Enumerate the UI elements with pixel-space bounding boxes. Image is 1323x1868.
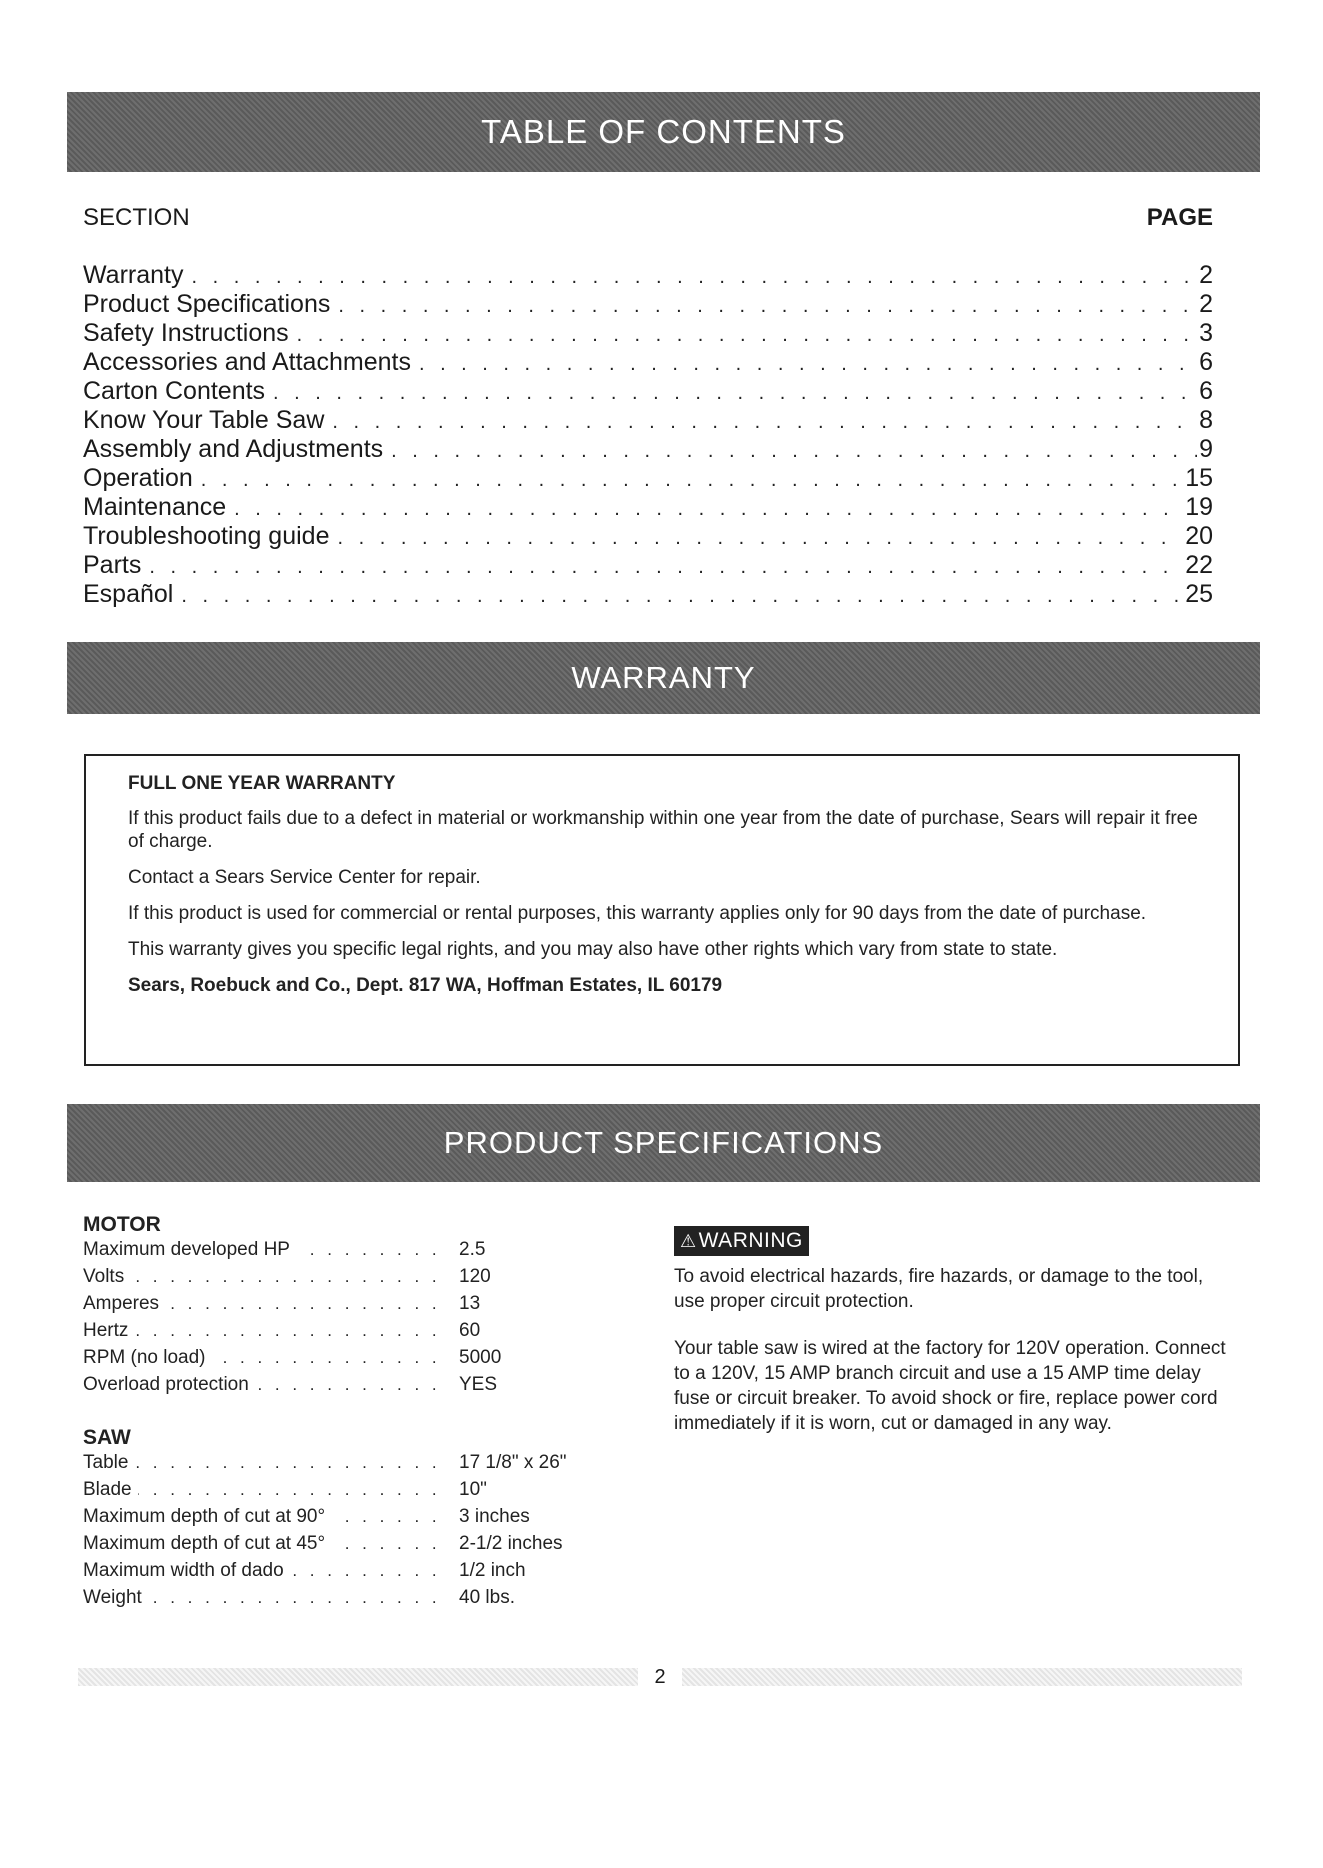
toc-entry[interactable] [83, 406, 1213, 435]
spec-label: Weight [83, 1584, 148, 1611]
toc-entry[interactable] [83, 493, 1213, 522]
spec-leader-dots [83, 1449, 448, 1476]
toc-leader-dots [273, 379, 1197, 408]
spec-label: RPM (no load) [83, 1344, 212, 1371]
specs-banner [67, 1104, 1260, 1182]
toc-entry-title: Carton Contents [83, 377, 266, 405]
spec-row [83, 1236, 623, 1263]
toc-entry-title: Safety Instructions [83, 319, 289, 347]
spec-value: 40 lbs. [459, 1587, 515, 1608]
toc-entry-page: 25 [1185, 580, 1213, 608]
spec-value: 2.5 [459, 1239, 486, 1260]
spec-label: Amperes [83, 1290, 165, 1317]
motor-group [83, 1213, 623, 1398]
spec-row [83, 1584, 623, 1611]
warranty-paragraph: If this product fails due to a defect in material or workmanship within one year from the date of purchase, Sears will repair it free of charge. [128, 808, 1198, 852]
spec-label: Maximum width of dado [83, 1557, 290, 1584]
toc-entry[interactable] [83, 319, 1213, 348]
toc-entry-page: 9 [1199, 435, 1213, 463]
spec-row [83, 1449, 623, 1476]
toc-entry-title: Troubleshooting guide [83, 522, 330, 550]
footer-band-left [78, 1668, 638, 1686]
specs-table [83, 1213, 623, 1611]
toc-leader-dots [297, 321, 1197, 350]
toc-entry-title: Operation [83, 464, 193, 492]
warning-paragraph: To avoid electrical hazards, fire hazards, or damage to the tool, use proper circuit protection. [674, 1266, 1204, 1312]
warranty-paragraph: This warranty gives you specific legal rights, and you may also have other rights which vary from state to state. [128, 939, 1058, 960]
toc-banner-title: TABLE OF CONTENTS [481, 113, 846, 150]
warranty-address: Sears, Roebuck and Co., Dept. 817 WA, Hoffman Estates, IL 60179 [128, 975, 723, 996]
toc-leader-dots [338, 292, 1197, 321]
warning-badge [674, 1226, 809, 1256]
saw-title: SAW [83, 1426, 131, 1449]
saw-group [83, 1426, 623, 1611]
toc-entry-title: Warranty [83, 261, 184, 289]
toc-leader-dots [391, 437, 1197, 466]
warranty-banner [67, 642, 1260, 714]
toc-entry-title: Assembly and Adjustments [83, 435, 384, 463]
toc-leader-dots [149, 553, 1183, 582]
toc-page-header: PAGE [1146, 204, 1213, 231]
warranty-paragraph: If this product is used for commercial or rental purposes, this warranty applies only for 90 days from the date of purchase. [128, 903, 1147, 924]
spec-row [83, 1503, 623, 1530]
toc-section-header: SECTION [83, 204, 190, 231]
spec-label: Overload protection [83, 1371, 255, 1398]
spec-value: YES [459, 1374, 498, 1395]
toc-leader-dots [191, 263, 1197, 292]
motor-title: MOTOR [83, 1213, 161, 1236]
toc-leader-dots [201, 466, 1183, 495]
toc-entry-page: 6 [1199, 377, 1213, 405]
toc-entry-title: Accessories and Attachments [83, 348, 411, 376]
warning-badge-label: WARNING [698, 1229, 803, 1252]
toc-entry-page: 2 [1199, 290, 1213, 318]
spec-value: 60 [459, 1320, 481, 1341]
spec-value: 13 [459, 1293, 481, 1314]
toc-entry-title: Español [83, 580, 174, 608]
toc-entry[interactable] [83, 261, 1213, 290]
spec-label: Maximum developed HP [83, 1236, 296, 1263]
toc-entry[interactable] [83, 580, 1213, 609]
toc-entry-page: 2 [1199, 261, 1213, 289]
toc-banner [67, 92, 1260, 172]
spec-row [83, 1557, 623, 1584]
specs-banner-title: PRODUCT SPECIFICATIONS [443, 1125, 884, 1160]
spec-value: 10" [459, 1479, 487, 1500]
toc-entry[interactable] [83, 435, 1213, 464]
warranty-title: FULL ONE YEAR WARRANTY [128, 773, 396, 794]
spec-leader-dots [83, 1476, 448, 1503]
page-number: 2 [654, 1666, 666, 1688]
toc-entry-page: 8 [1199, 406, 1213, 434]
spec-label: Maximum depth of cut at 90° [83, 1503, 331, 1530]
toc-leader-dots [234, 495, 1183, 524]
spec-value: 2-1/2 inches [459, 1533, 563, 1554]
toc-entry-title: Parts [83, 551, 142, 579]
spec-row [83, 1530, 623, 1557]
toc-list [83, 261, 1213, 609]
spec-label: Table [83, 1449, 134, 1476]
toc-entry-title: Know Your Table Saw [83, 406, 325, 434]
toc-leader-dots [181, 582, 1183, 611]
toc-entry[interactable] [83, 551, 1213, 580]
toc-entry-page: 19 [1185, 493, 1213, 521]
spec-row [83, 1317, 623, 1344]
warning-block [674, 1226, 1234, 1458]
warning-triangle-icon: ⚠ [680, 1231, 697, 1251]
spec-row [83, 1371, 623, 1398]
warranty-banner-title: WARRANTY [571, 660, 756, 695]
toc-entry[interactable] [83, 522, 1213, 551]
toc-entry[interactable] [83, 464, 1213, 493]
toc-leader-dots [332, 408, 1197, 437]
spec-row [83, 1263, 623, 1290]
spec-label: Maximum depth of cut at 45° [83, 1530, 331, 1557]
spec-value: 5000 [459, 1347, 502, 1368]
toc-entry-page: 22 [1185, 551, 1213, 579]
toc-entry-page: 6 [1199, 348, 1213, 376]
toc-entry-page: 15 [1185, 464, 1213, 492]
page-footer [78, 1662, 1242, 1692]
toc-entry-page: 20 [1185, 522, 1213, 550]
spec-leader-dots [83, 1263, 448, 1290]
spec-row [83, 1476, 623, 1503]
toc-entry[interactable] [83, 348, 1213, 377]
toc-leader-dots [419, 350, 1197, 379]
toc-entry-page: 3 [1199, 319, 1213, 347]
toc-entry[interactable] [83, 377, 1213, 406]
spec-row [83, 1290, 623, 1317]
spec-label: Hertz [83, 1317, 134, 1344]
spec-leader-dots [83, 1317, 448, 1344]
footer-band-right [682, 1668, 1242, 1686]
warranty-paragraph: Contact a Sears Service Center for repair. [128, 867, 481, 888]
spec-row [83, 1344, 623, 1371]
spec-label: Blade [83, 1476, 138, 1503]
toc-entry-title: Maintenance [83, 493, 227, 521]
spec-value: 120 [459, 1266, 491, 1287]
spec-value: 17 1/8" x 26" [459, 1452, 567, 1473]
spec-value: 3 inches [459, 1506, 530, 1527]
warning-paragraph: Your table saw is wired at the factory for 120V operation. Connect to a 120V, 15 AMP branch circuit and use a 15 AMP time delay fuse or circuit breaker. To avoid shock or fire, replace power cord immediately if it is worn, cut or damaged in any way. [674, 1338, 1226, 1434]
spec-value: 1/2 inch [459, 1560, 526, 1581]
toc-entry[interactable] [83, 290, 1213, 319]
warranty-box [84, 754, 1240, 1066]
toc-leader-dots [337, 524, 1183, 553]
toc-entry-title: Product Specifications [83, 290, 331, 318]
spec-label: Volts [83, 1263, 130, 1290]
